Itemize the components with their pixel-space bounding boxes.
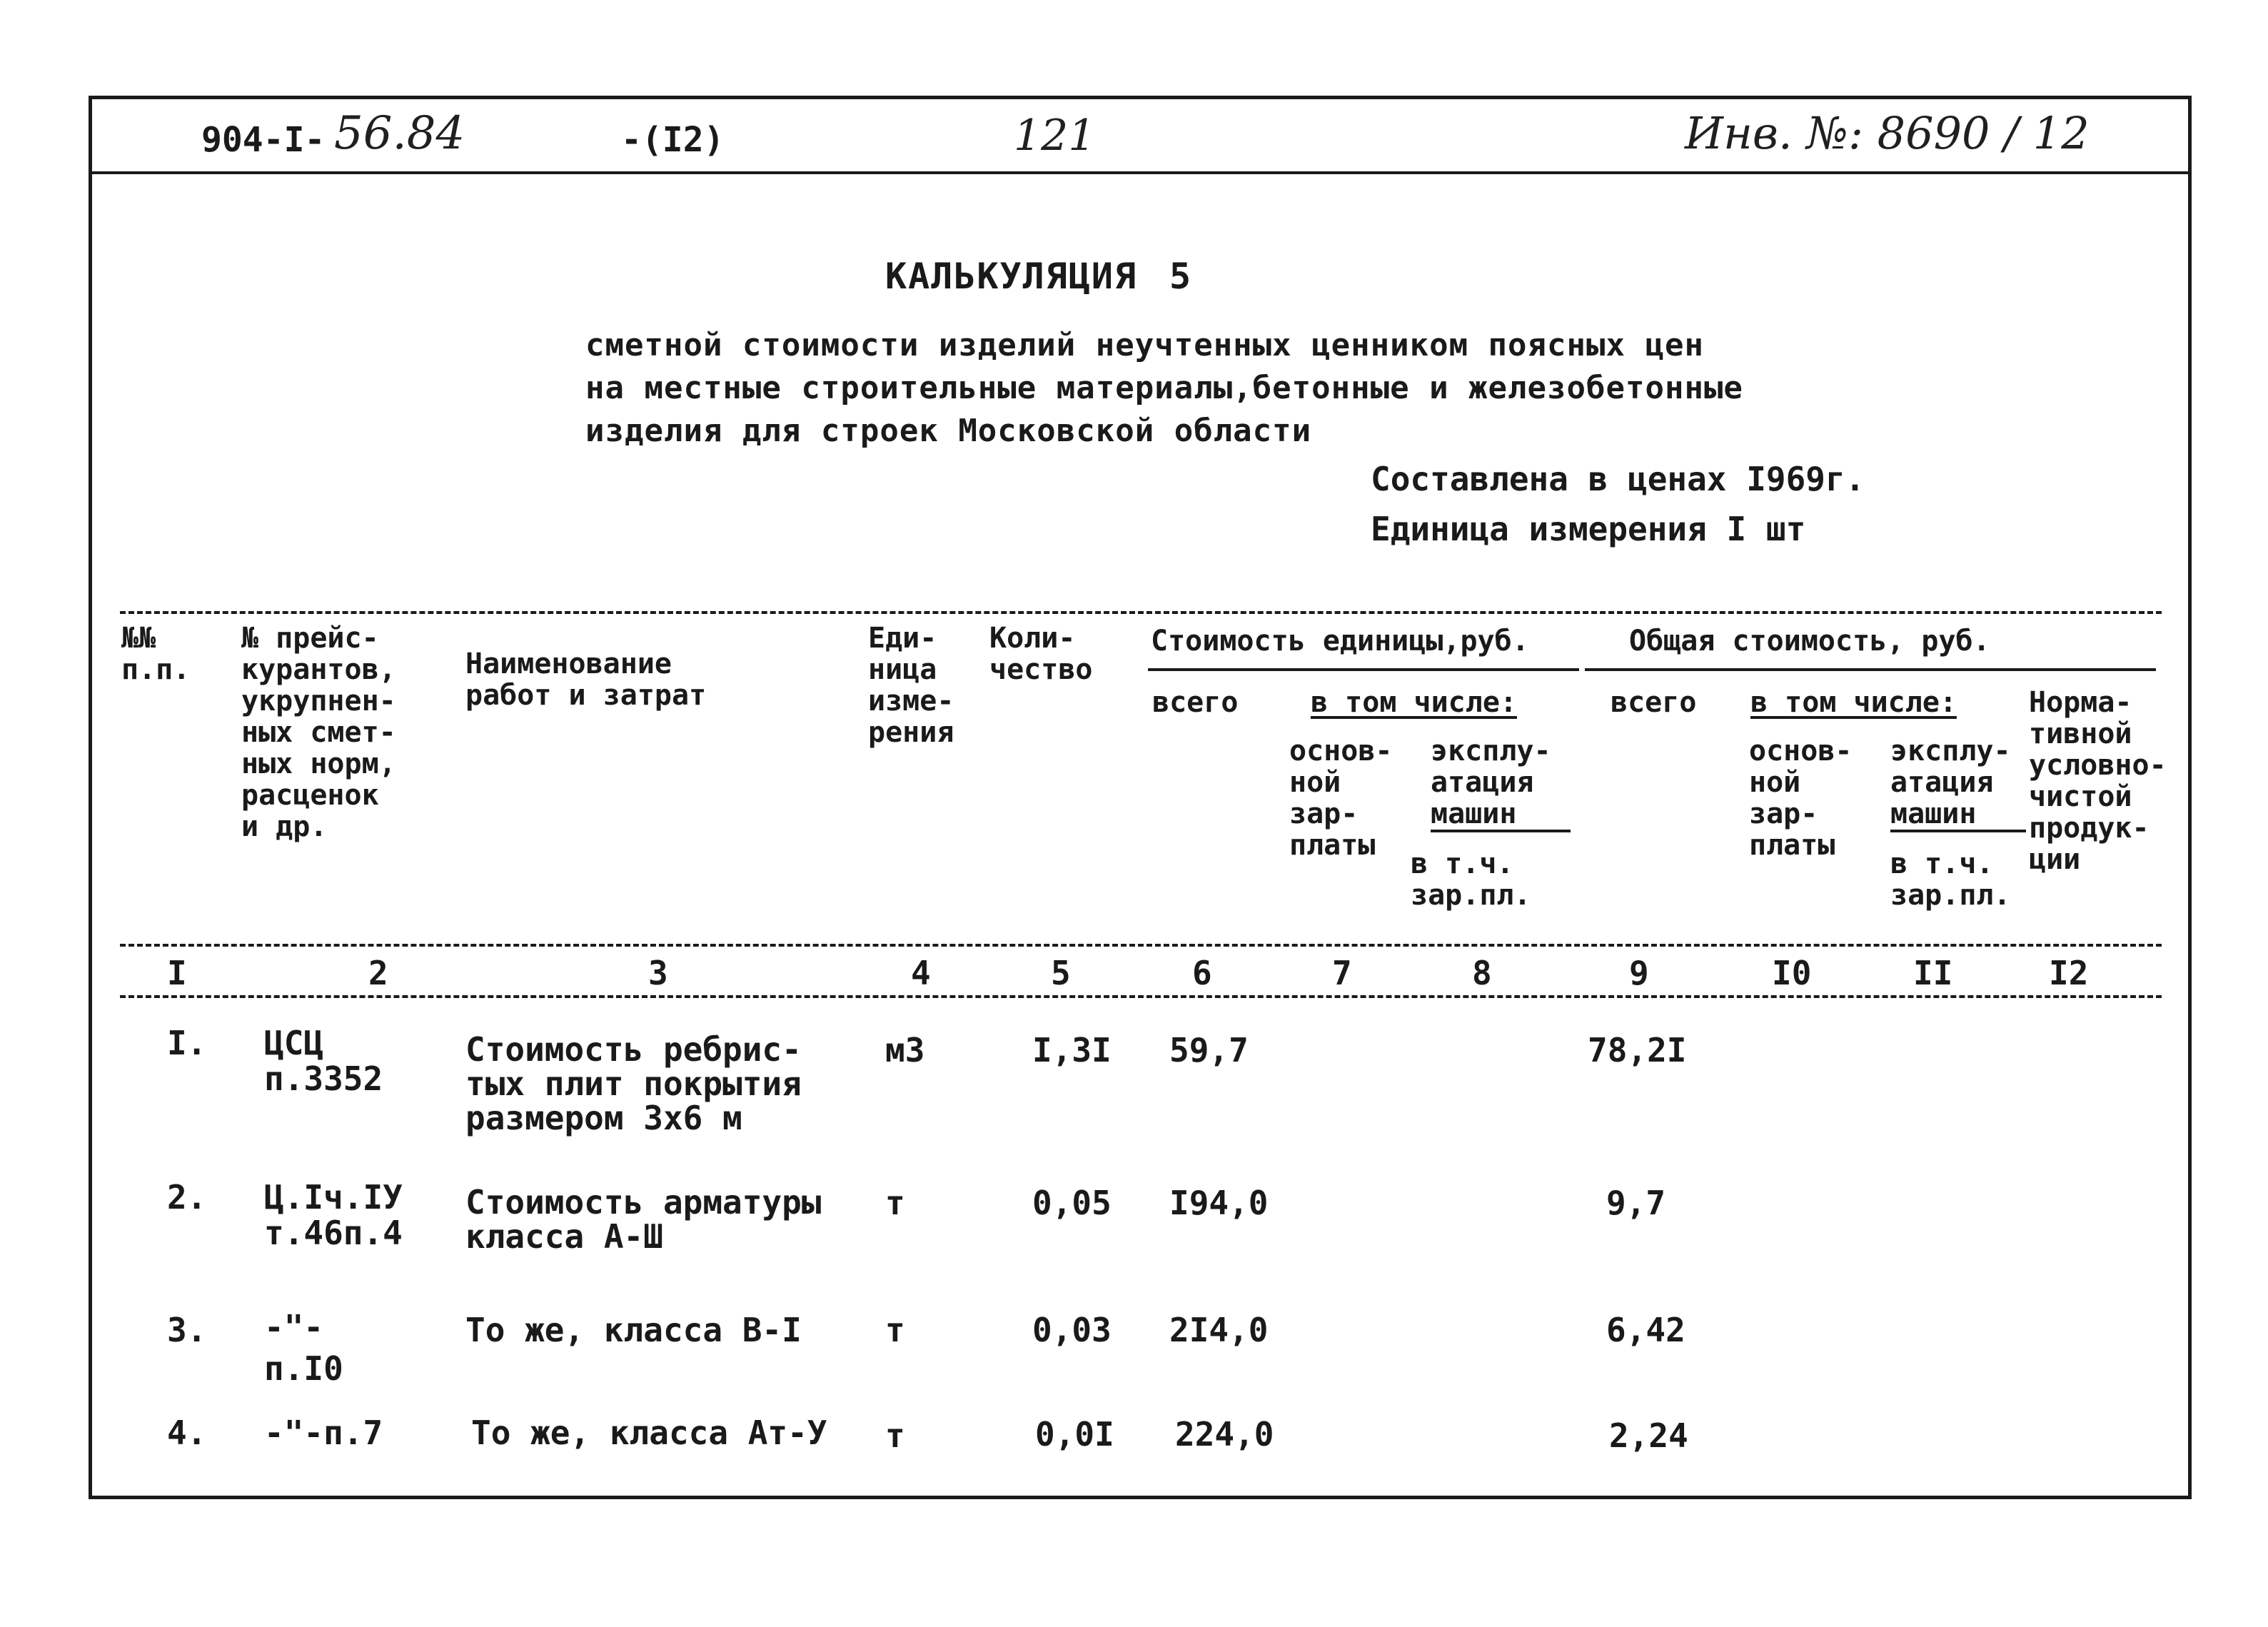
- col-header-unit-total: всего: [1152, 686, 1239, 719]
- col-header-unit: Еди- ница изме- рения: [868, 622, 954, 749]
- row-unit-total: 2I4,0: [1169, 1311, 1269, 1349]
- col-header-total: всего: [1611, 686, 1697, 719]
- column-number: I2: [2049, 954, 2089, 992]
- row-unit: т: [885, 1416, 905, 1455]
- row-number: I.: [167, 1024, 207, 1062]
- column-number: 8: [1472, 954, 1492, 992]
- column-numbers-rule: [120, 995, 2162, 998]
- unit-cost-group-underline: [1148, 668, 1579, 671]
- row-work-name: То же, класса Ат-У: [471, 1414, 827, 1452]
- row-reference: -"-п.7: [264, 1414, 383, 1452]
- row-total: 2,24: [1609, 1416, 1688, 1455]
- calc-number: 5: [1169, 256, 1193, 297]
- doc-part: -(I2): [621, 120, 725, 160]
- column-number: 4: [911, 954, 931, 992]
- prices-note: Составлена в ценах I969г.: [1371, 460, 1865, 498]
- row-number: 2.: [167, 1178, 207, 1217]
- row-total: 9,7: [1606, 1184, 1666, 1222]
- row-quantity: 0,0I: [1035, 1415, 1114, 1454]
- col-header-normative-production: Норма- тивной условно- чистой продук- ции: [2029, 686, 2167, 876]
- row-total: 78,2I: [1588, 1031, 1687, 1069]
- total-machines-underline: [1890, 830, 2026, 832]
- col-header-work-name: Наименование работ и затрат: [465, 648, 707, 712]
- table-top-rule: [120, 611, 2162, 614]
- row-reference: -"- п.I0: [264, 1308, 343, 1388]
- row-unit: м3: [885, 1031, 925, 1069]
- column-number: 9: [1629, 954, 1649, 992]
- total-cost-including-label: в том числе:: [1750, 686, 1957, 719]
- col-header-total-wages: основ- ной зар- платы: [1749, 735, 1853, 862]
- row-reference: Ц.Iч.IУ т.46п.4: [264, 1178, 403, 1252]
- doc-code-handwritten: 56.84: [334, 107, 465, 160]
- subtitle-line-3: изделия для строек Московской области: [585, 413, 1312, 449]
- row-unit-total: I94,0: [1169, 1184, 1269, 1222]
- column-number: I: [167, 954, 187, 992]
- col-header-row-number: №№ п.п.: [121, 622, 191, 686]
- row-quantity: 0,05: [1032, 1184, 1112, 1222]
- calc-heading: КАЛЬКУЛЯЦИЯ: [885, 256, 1138, 297]
- total-cost-group-underline: [1585, 668, 2156, 671]
- row-work-name: То же, класса В-I: [465, 1311, 802, 1349]
- col-header-unit-machines: эксплу- атация машин: [1431, 735, 1551, 830]
- inventory-number: Инв. №: 8690 / 12: [1685, 107, 2090, 159]
- column-number: 7: [1332, 954, 1352, 992]
- col-header-reference: № прейс- курантов, укрупнен- ных смет- ных норм, расценок и др.: [241, 622, 396, 843]
- col-header-unit-wages: основ- ной зар- платы: [1289, 735, 1393, 862]
- unit-machines-underline: [1431, 830, 1571, 832]
- column-number: I0: [1772, 954, 1812, 992]
- column-number: 3: [648, 954, 668, 992]
- row-unit-total: 59,7: [1169, 1031, 1249, 1069]
- row-quantity: I,3I: [1032, 1031, 1112, 1069]
- unit-cost-including-label: в том числе:: [1311, 686, 1517, 719]
- row-quantity: 0,03: [1032, 1311, 1112, 1349]
- page-frame: [89, 96, 2192, 1499]
- subtitle-line-1: сметной стоимости изделий неучтенных ценником поясных цен: [585, 327, 1704, 363]
- page-number: 121: [1014, 111, 1096, 161]
- subtitle-line-2: на местные строительные материалы,бетонные и железобетонные: [585, 370, 1743, 406]
- row-unit: т: [885, 1311, 905, 1349]
- header-bottom-rule: [120, 944, 2162, 947]
- column-number: 5: [1051, 954, 1071, 992]
- unit-cost-group-header: Стоимость единицы,руб.: [1151, 625, 1529, 658]
- row-number: 4.: [167, 1414, 207, 1452]
- doc-code-printed: 904-I-: [201, 120, 326, 160]
- unit-note: Единица измерения I шт: [1371, 510, 1806, 548]
- col-header-unit-machine-wages: в т.ч. зар.пл.: [1411, 847, 1531, 912]
- row-unit: т: [885, 1184, 905, 1222]
- col-header-total-machine-wages: в т.ч. зар.пл.: [1890, 847, 2011, 912]
- row-total: 6,42: [1606, 1311, 1685, 1349]
- column-number: II: [1913, 954, 1953, 992]
- row-reference: ЦСЦ п.3352: [264, 1024, 383, 1098]
- col-header-total-machines: эксплу- атация машин: [1890, 735, 2011, 830]
- row-work-name: Стоимость арматуры класса А-Ш: [465, 1183, 822, 1256]
- col-header-quantity: Коли- чество: [989, 622, 1093, 686]
- column-number: 2: [368, 954, 388, 992]
- total-cost-group-header: Общая стоимость, руб.: [1629, 625, 1990, 658]
- row-work-name: Стоимость ребрис- тых плит покрытия размером 3х6 м: [465, 1030, 802, 1137]
- row-number: 3.: [167, 1311, 207, 1349]
- row-unit-total: 224,0: [1175, 1415, 1274, 1454]
- column-number: 6: [1192, 954, 1212, 992]
- stamp-divider: [89, 171, 2192, 174]
